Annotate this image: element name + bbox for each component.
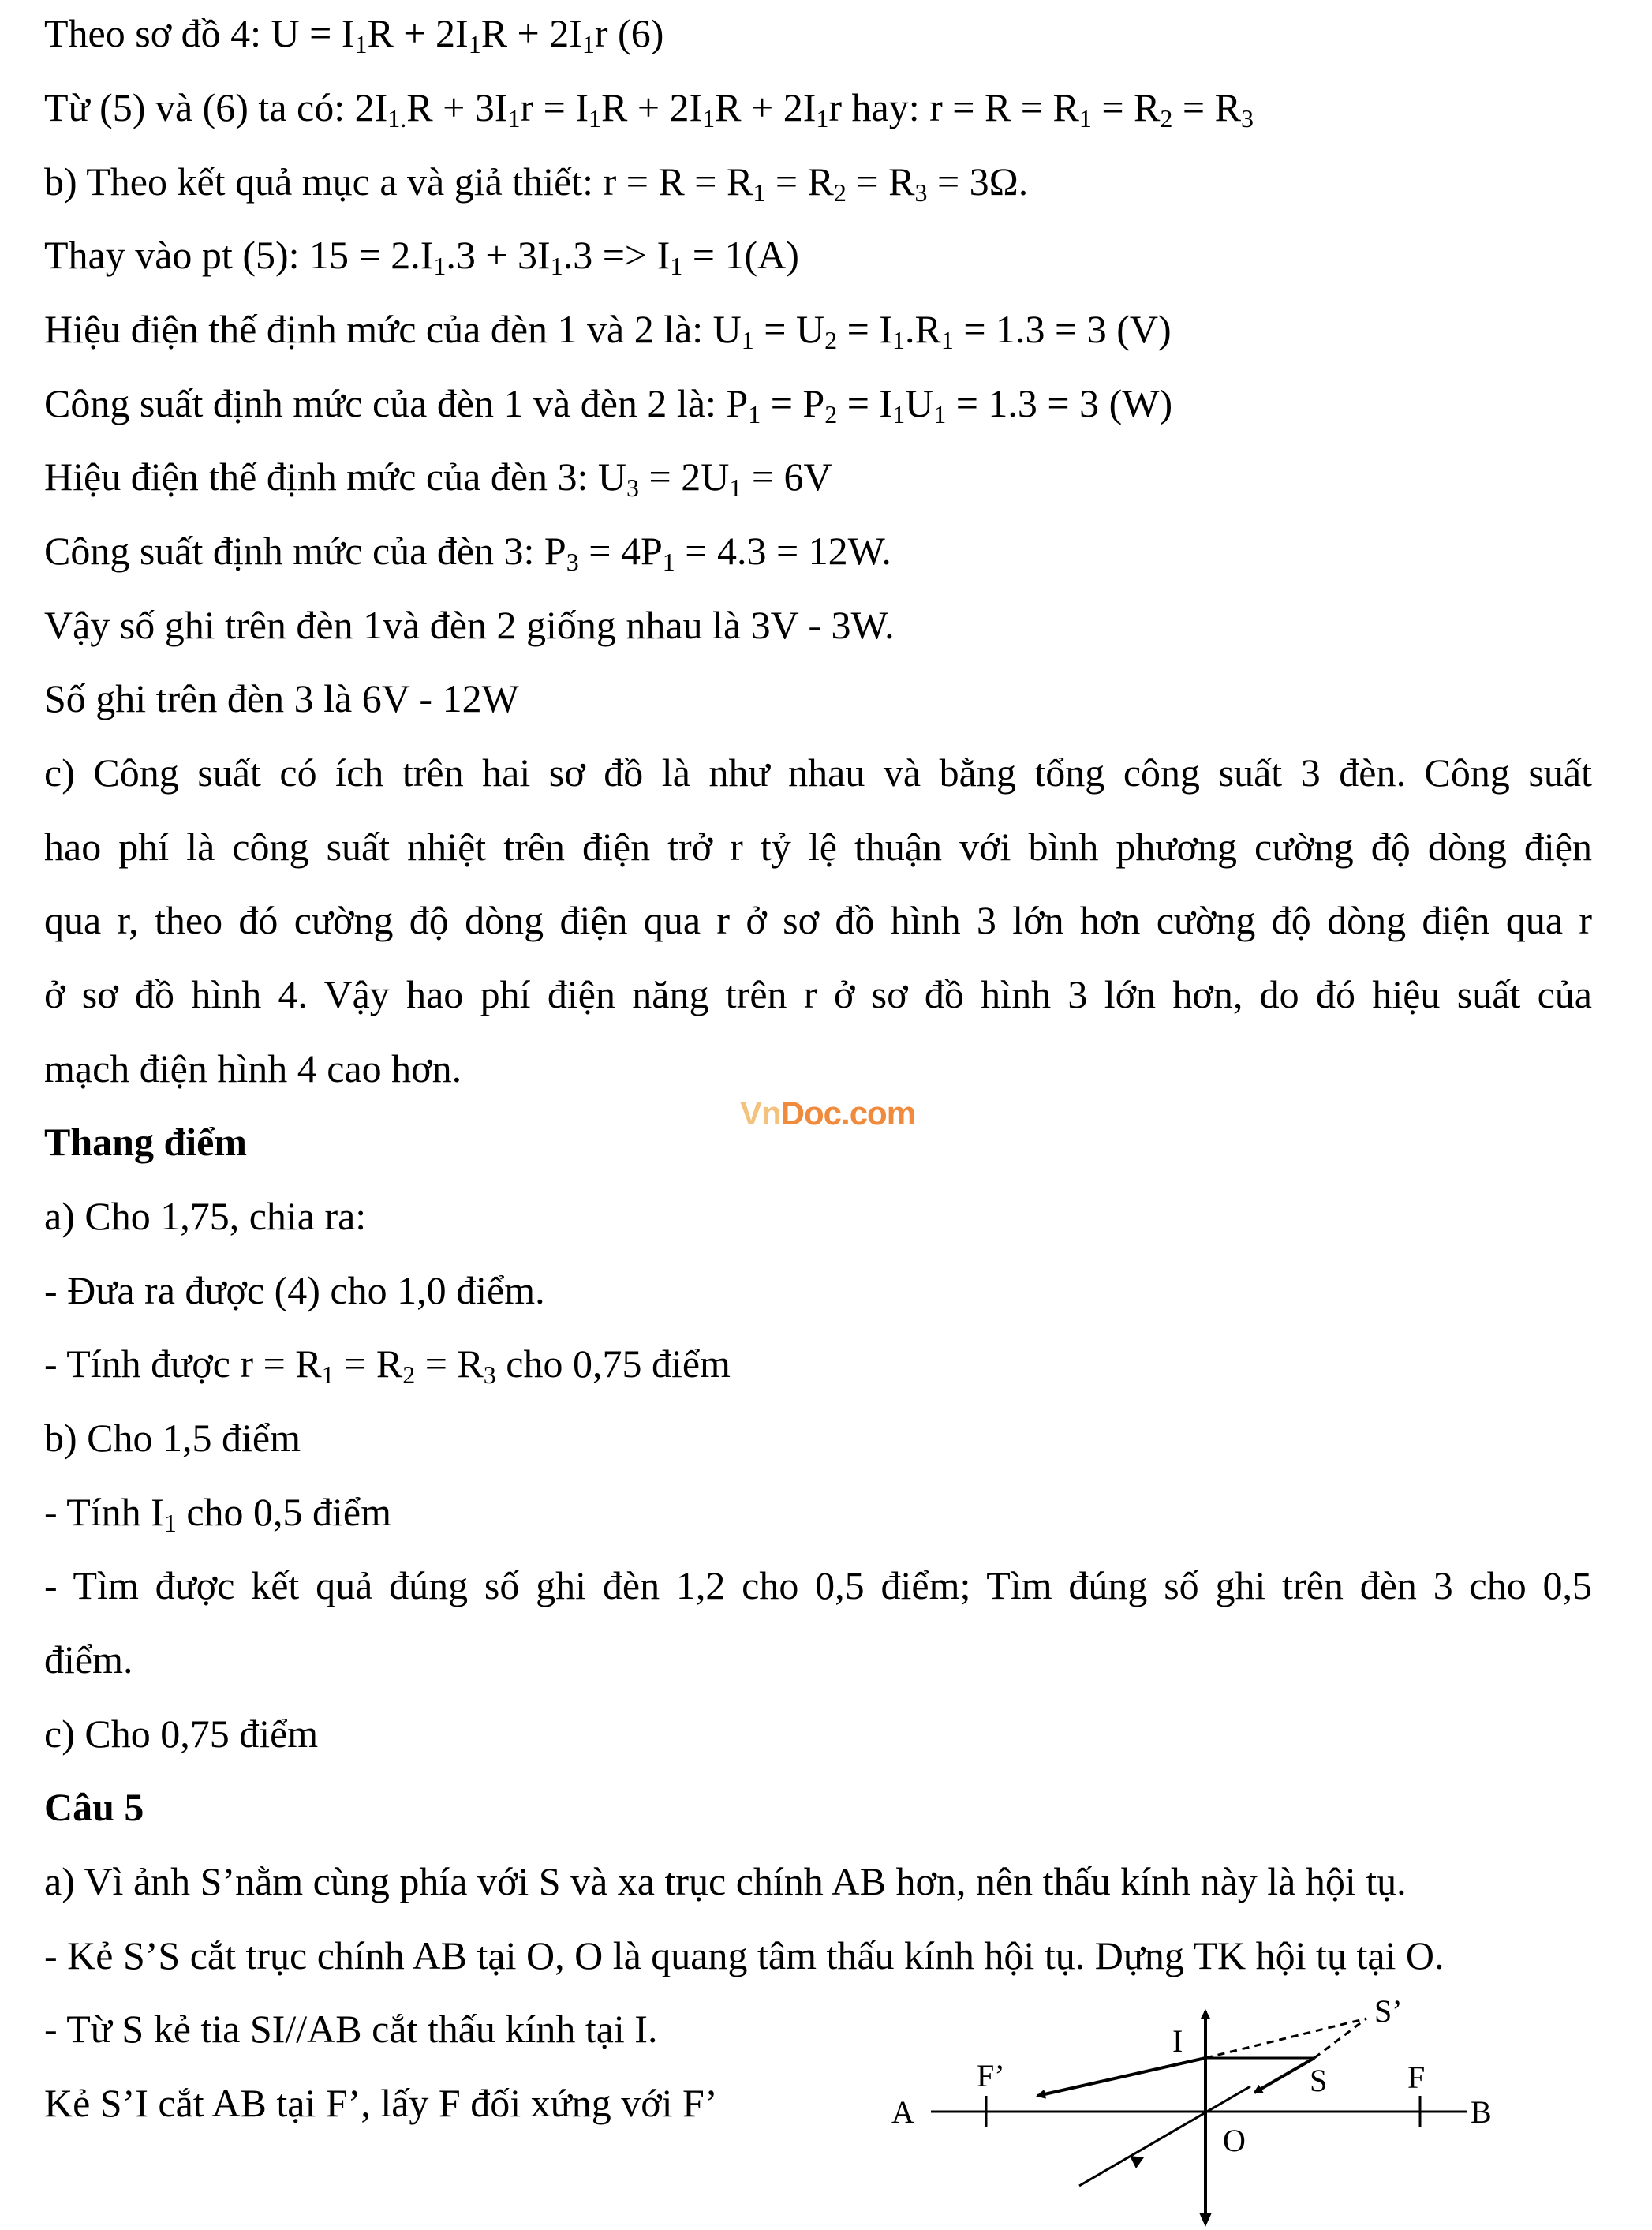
- line-26: a) Vì ảnh S’nằm cùng phía với S và xa trục chính AB hơn, nên thấu kính này là hội tụ.: [44, 1859, 1407, 1903]
- line-6: Công suất định mức của đèn 1 và đèn 2 là: $P_1 = P_2 = I_1U_1 = 1.3 = 3$ (W): [44, 381, 1173, 428]
- line-20: b) Cho 1,5 điểm: [44, 1416, 301, 1460]
- section-heading-cau-5: Câu 5: [44, 1785, 144, 1829]
- line-1: Theo sơ đồ 4: $U = I_1R + 2I_1R + 2I_1r$ (6): [44, 11, 664, 58]
- label-s-prime: S’: [1374, 1995, 1403, 2029]
- lens-bottom-arrowhead: [1199, 2213, 1212, 2227]
- line-28: - Từ S kẻ tia SI//AB cắt thấu kính tại I.: [44, 2007, 658, 2051]
- line-2: Từ (5) và (6) ta có: $2I_{1.}R + 3I_1r = I_1R + 2I_1R + 2I_1r$ hay: $r = R = R_1 = R_2 = R_3$: [44, 85, 1254, 133]
- virtual-ray-i-to-s-prime: [1205, 2019, 1366, 2058]
- label-i: I: [1172, 2023, 1183, 2059]
- refracted-ray-through-f-prime: [1037, 2058, 1205, 2096]
- line-22: - Tìm được kết quả đúng số ghi đèn 1,2 cho 0,5 điểm; Tìm đúng số ghi trên đèn 3 cho 0,5: [44, 1563, 1592, 1607]
- section-heading-thang-diem: Thang điểm: [44, 1120, 248, 1164]
- line-10: Số ghi trên đèn 3 là 6V - 12W: [44, 676, 519, 720]
- line-12: hao phí là công suất nhiệt trên điện trở r tỷ lệ thuận với bình phương cường độ dòng điện: [44, 825, 1592, 869]
- label-f: F: [1407, 2060, 1426, 2095]
- line-23: điểm.: [44, 1637, 133, 1682]
- line-17: a) Cho 1,75, chia ra:: [44, 1194, 367, 1238]
- line-5: Hiệu điện thế định mức của đèn 1 và 2 là: $U_1 = U_2 = I_1.R_1 = 1.3 = 3$ (V): [44, 307, 1172, 354]
- vndoc-watermark: VnDoc.com: [740, 1094, 916, 1132]
- line-7: Hiệu điện thế định mức của đèn 3: $U_3 = 2U_1 = 6V$: [44, 455, 832, 502]
- line-4: Thay vào pt (5): $15 = 2.I_1.3 + 3I_1.3 => I_1 = 1(A)$: [44, 233, 799, 280]
- line-29: Kẻ S’I cắt AB tại F’, lấy F đối xứng với F’: [44, 2081, 718, 2125]
- line-11: c) Công suất có ích trên hai sơ đồ là như nhau và bằng tổng công suất 3 đèn. Công suất: [44, 750, 1592, 795]
- label-s: S: [1310, 2063, 1328, 2098]
- line-15: mạch điện hình 4 cao hơn.: [44, 1046, 462, 1091]
- label-o: O: [1223, 2123, 1246, 2158]
- label-a: A: [891, 2094, 914, 2130]
- ray-s-toward-o: [1254, 2058, 1314, 2093]
- line-14: ở sơ đồ hình 4. Vậy hao phí điện năng trên r ở sơ đồ hình 3 lớn hơn, do đó hiệu suất của: [44, 972, 1592, 1016]
- line-24: c) Cho 0,75 điểm: [44, 1712, 319, 1756]
- line-21: - Tính $I_1$ cho 0,5 điểm: [44, 1490, 392, 1537]
- line-8: Công suất định mức của đèn 3: $P_3 = 4P_1 = 4.3 = 12W$.: [44, 529, 891, 576]
- line-3: b) Theo kết quả mục a và giả thiết: $r = R = R_1 = R_2 = R_3 = 3\Omega$.: [44, 159, 1029, 207]
- lens-ray-diagram: [884, 1995, 1515, 2230]
- line-27: - Kẻ S’S cắt trục chính AB tại O, O là quang tâm thấu kính hội tụ. Dựng TK hội tụ tại O.: [44, 1933, 1445, 1977]
- line-19: - Tính được $r = R_1 = R_2 = R_3$ cho 0,75 điểm: [44, 1341, 731, 1389]
- line-9: Vậy số ghi trên đèn 1và đèn 2 giống nhau là 3V - 3W.: [44, 603, 895, 647]
- ray-through-o-arrowhead: [1130, 2156, 1144, 2168]
- label-b: B: [1471, 2094, 1492, 2130]
- label-f-prime: F’: [977, 2058, 1005, 2093]
- line-18: - Đưa ra được (4) cho 1,0 điểm.: [44, 1268, 545, 1312]
- line-13: qua r, theo đó cường độ dòng điện qua r ở sơ đồ hình 3 lớn hơn cường độ dòng điện qua r: [44, 898, 1592, 942]
